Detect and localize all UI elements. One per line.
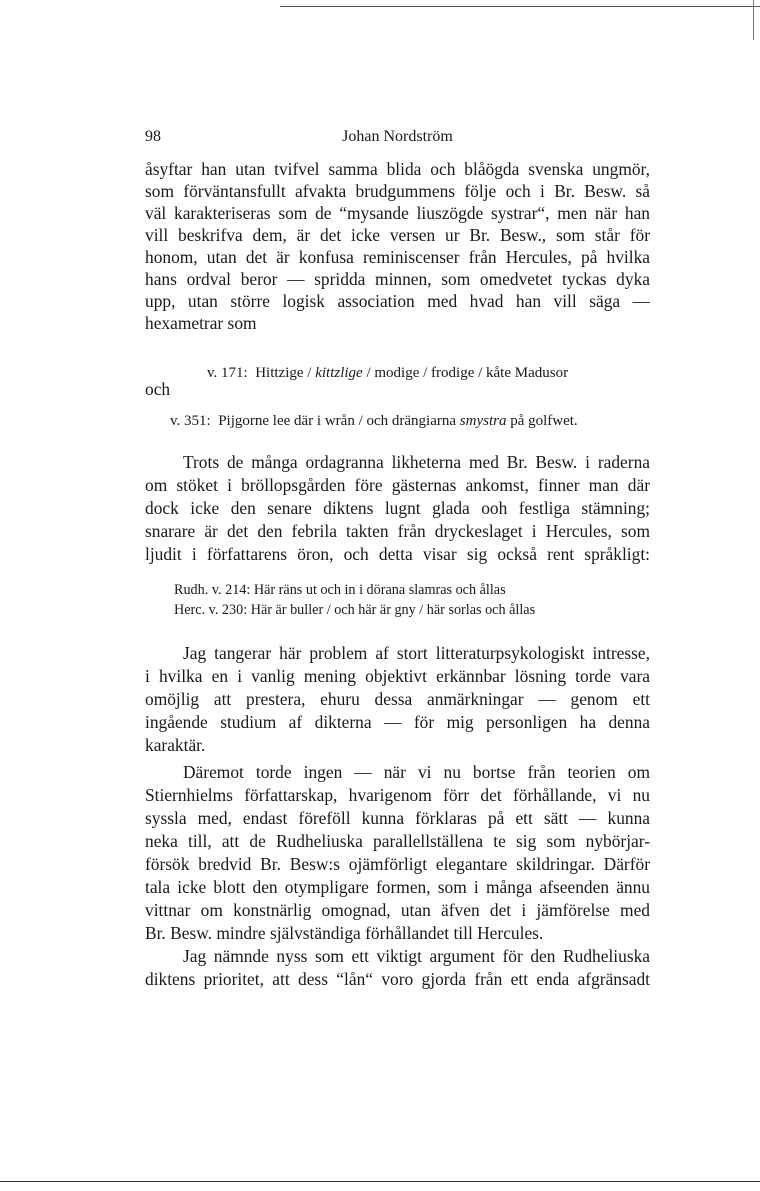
para1-line: hexametrar som: [145, 313, 257, 333]
verse-quote: v. 351: Pijgorne lee där i wrån / och drängiarna smystra på golfwet.: [170, 413, 578, 429]
page-number: 98: [145, 128, 161, 145]
scan-edge-right: [753, 0, 754, 40]
verse-ref: v. 351:: [170, 413, 211, 429]
para1-line: väl karakteriseras som de “mysande liuszögde systrar“, men när han: [145, 203, 650, 223]
running-head: Johan Nordström: [342, 128, 453, 145]
scan-edge-bottom: [0, 1181, 760, 1182]
para4-line: tala icke blott den otympligare formen, som i många afseenden ännu: [145, 877, 650, 897]
para4-line: Stiernhielms författarskap, hvarigenom förr det förhållande, vi nu: [145, 785, 650, 805]
para2-line: Trots de många ordagranna likheterna med Br. Besw. i raderna: [183, 452, 650, 472]
para1-line: upp, utan större logisk association med hvad han vill säga —: [145, 291, 650, 311]
para4-line: försök bredvid Br. Besw:s ojämförligt elegantare skildringar. Därför: [145, 854, 650, 874]
para2-line: snarare är det den febrila takten från dryckeslaget i Hercules, som: [145, 521, 650, 541]
para2-line: ljudit i författarens öron, och detta visar sig också rent språkligt:: [145, 544, 650, 564]
emphasized-word: kittzlige: [315, 365, 363, 381]
para3-line: ingående studium af dikterna — för mig personligen ha denna: [145, 712, 650, 732]
para4-line: vittnar om konstnärlig omognad, utan äfven det i jämförelse med: [145, 900, 650, 920]
para2-line: om stöket i bröllopsgården före gästernas ankomst, finner man där: [145, 475, 650, 495]
verse-quote: Herc. v. 230: Här är buller / och här är gny / här sorlas och ållas: [174, 602, 536, 618]
para1-line: vill beskrifva dem, är det icke versen ur Br. Besw., som står för: [145, 225, 650, 245]
para3-line: Jag tangerar här problem af stort litteraturpsykologiskt intresse,: [183, 643, 650, 663]
para4-line: Däremot torde ingen — när vi nu bortse från teorien om: [183, 762, 650, 782]
verse-ref: v. 171:: [207, 365, 248, 381]
para2-line: dock icke den senare diktens lugnt glada ooh festliga stämning;: [145, 498, 650, 518]
para4-line: Br. Besw. mindre självständiga förhållandet till Hercules.: [145, 923, 544, 943]
verse-quote: Rudh. v. 214: Här räns ut och in i dörana slamras och ållas: [174, 582, 506, 598]
connector-text: och: [145, 379, 171, 399]
para4-line: syssla med, endast föreföll kunna förklaras på ett sätt — kunna: [145, 808, 650, 828]
para1-line: som förväntansfullt afvakta brudgummens följe och i Br. Besw. så: [145, 181, 650, 201]
para4-line: neka till, att de Rudheliuska parallellställena te sig som nybörjar-: [145, 831, 650, 851]
scan-edge-top: [280, 6, 760, 7]
para3-line: karaktär.: [145, 735, 206, 755]
page-header: [145, 128, 650, 152]
para5-line: diktens prioritet, att dess “lån“ voro gjorda från ett enda afgränsadt: [145, 969, 650, 989]
para1-line: honom, utan det är konfusa reminiscenser från Hercules, på hvilka: [145, 247, 650, 267]
para3-line: i hvilka en i vanlig mening objektivt erkännbar lösning torde vara: [145, 666, 650, 686]
para1-line: åsyftar han utan tvifvel samma blida och blåögda svenska ungmör,: [145, 159, 650, 179]
para5-line: Jag nämnde nyss som ett viktigt argument för den Rudheliuska: [183, 946, 650, 966]
para1-line: hans ordval beror — spridda minnen, som omedvetet tyckas dyka: [145, 269, 650, 289]
emphasized-word: smystra: [459, 413, 507, 429]
para3-line: omöjlig att prestera, ehuru dessa anmärkningar — genom ett: [145, 689, 650, 709]
verse-quote: v. 171: Hittzige / kittzlige / modige / frodige / kåte Madusor: [207, 365, 569, 381]
